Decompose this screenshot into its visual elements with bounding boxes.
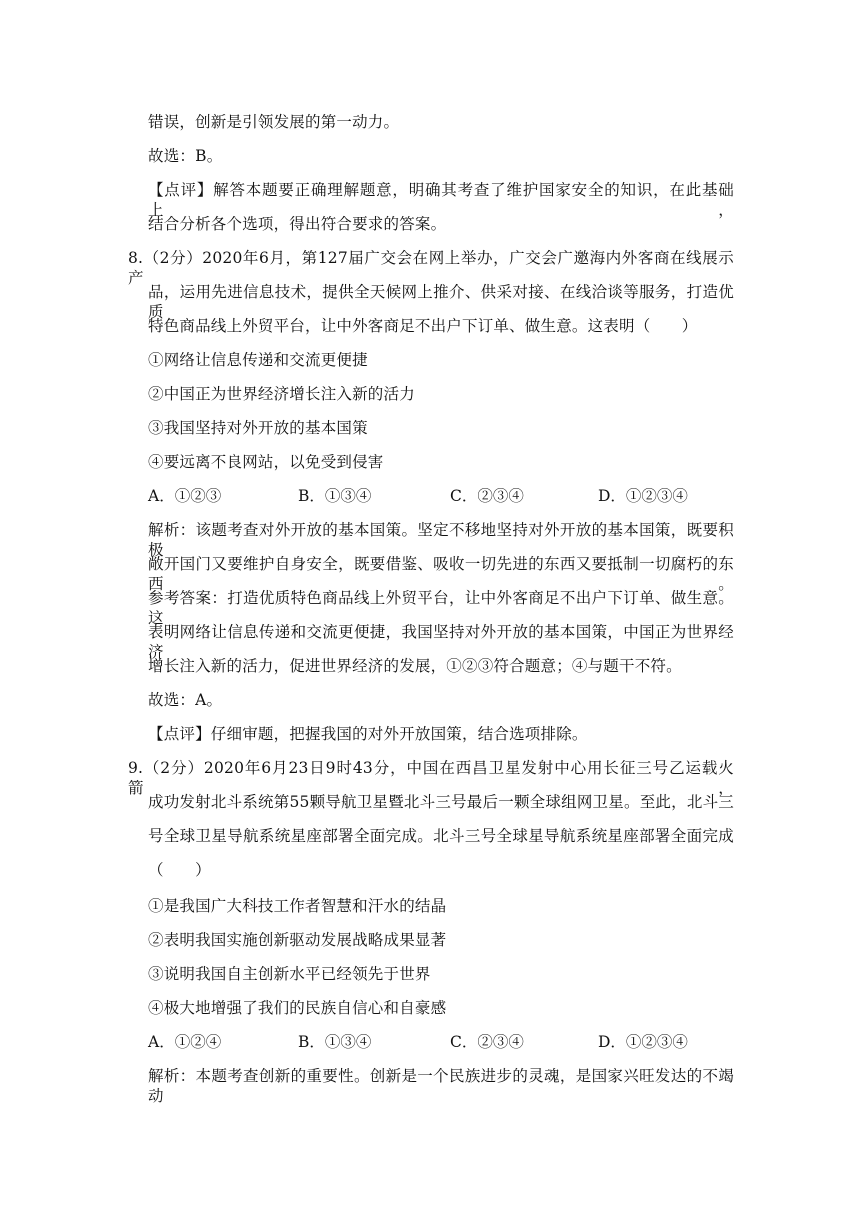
q8-stem-line-3: 特色商品线上外贸平台，让中外客商足不出户下订单、做生意。这表明（ ） [148,317,698,335]
q8-option-c: C．②③④ [450,487,524,505]
prev-answer: 故选：B。 [148,147,223,165]
q8-analysis-line-1: 解析：该题考查对外开放的基本国策。坚定不移地坚持对外开放的基本国策，既要积极 [148,521,734,559]
q9-stem-line-4: （ ） [148,861,211,879]
q8-reference-line-2: 表明网络让信息传递和交流更便捷，我国坚持对外开放的基本国策，中国正为世界经济 [148,623,734,661]
q9-option-b: B．①③④ [298,1033,372,1051]
q8-reference-line-1: 参考答案：打造优质特色商品线上外贸平台，让中外客商足不出户下订单、做生意。这 [148,589,734,627]
q9-stem-line-1: 9.（2分）2020年6月23日9时43分，中国在西昌卫星发射中心用长征三号乙运载火箭， [128,759,734,797]
q9-stem-line-2: 成功发射北斗系统第55颗导航卫星暨北斗三号最后一颗全球组网卫星。至此，北斗三 [148,793,734,811]
q9-stem-line-3: 号全球卫星导航系统星座部署全面完成。北斗三号全球星导航系统星座部署全面完成 [148,827,734,845]
q8-item-2: ②中国正为世界经济增长注入新的活力 [148,385,415,403]
q8-item-4: ④要远离不良网站，以免受到侵害 [148,453,384,471]
q9-analysis-line-1: 解析：本题考查创新的重要性。创新是一个民族进步的灵魂，是国家兴旺发达的不竭动 [148,1067,734,1105]
q9-item-1: ①是我国广大科技工作者智慧和汗水的结晶 [148,897,447,915]
q8-stem-line-1: 8.（2分）2020年6月，第127届广交会在网上举办，广交会广邀海内外客商在线展示产 [128,249,734,287]
q8-item-3: ③我国坚持对外开放的基本国策 [148,419,368,437]
prev-explanation-line: 错误，创新是引领发展的第一动力。 [148,113,400,131]
q8-option-a: A．①②③ [148,487,222,505]
q8-item-1: ①网络让信息传递和交流更便捷 [148,351,368,369]
q9-item-3: ③说明我国自主创新水平已经领先于世界 [148,965,431,983]
q9-item-4: ④极大地增强了我们的民族自信心和自豪感 [148,999,447,1017]
q9-option-d: D．①②③④ [598,1033,688,1051]
q8-option-d: D．①②③④ [598,487,688,505]
prev-comment-line-1: 【点评】解答本题要正确理解题意，明确其考查了维护国家安全的知识，在此基础上， [148,181,734,219]
q8-reference-line-3: 增长注入新的活力，促进世界经济的发展，①②③符合题意；④与题干不符。 [148,657,682,675]
q8-option-b: B．①③④ [298,487,372,505]
q8-analysis-line-2: 敞开国门又要维护自身安全，既要借鉴、吸收一切先进的东西又要抵制一切腐朽的东西。 [148,555,734,593]
q9-item-2: ②表明我国实施创新驱动发展战略成果显著 [148,931,447,949]
prev-comment-line-2: 结合分析各个选项，得出符合要求的答案。 [148,215,447,233]
q9-option-c: C．②③④ [450,1033,524,1051]
q8-comment: 【点评】仔细审题，把握我国的对外开放国策，结合选项排除。 [148,725,588,743]
q8-stem-line-2: 品，运用先进信息技术，提供全天候网上推介、供采对接、在线洽谈等服务，打造优质 [148,283,734,321]
q8-answer: 故选：A。 [148,691,223,709]
q9-option-a: A．①②④ [148,1033,222,1051]
